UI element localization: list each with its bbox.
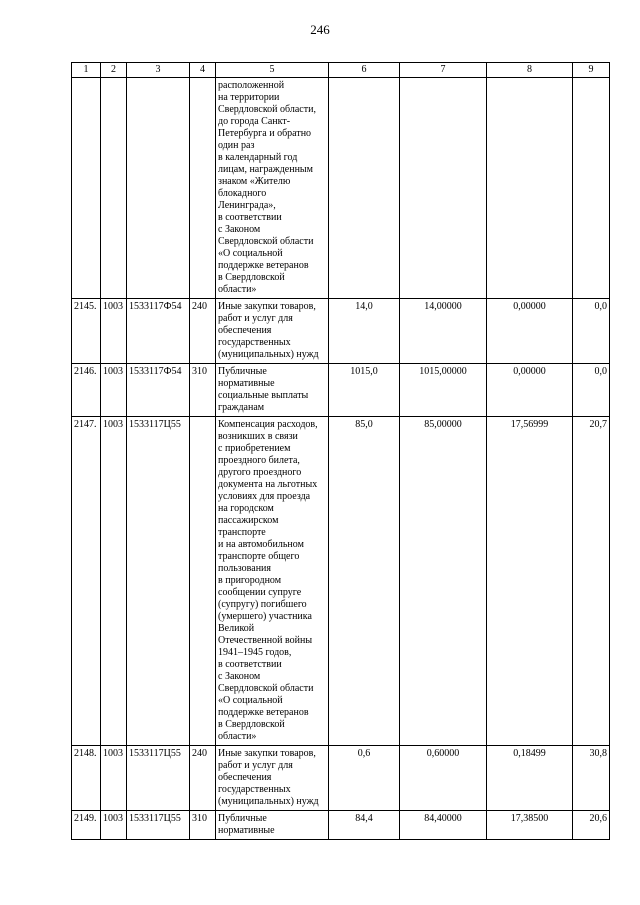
row-number-cell: 2149. bbox=[72, 811, 101, 840]
description-cell: Компенсация расходов, возникших в связи с приобретением проездного билета, другого проездного документа на льготных условиях для проезда на городском пассажирском транспорте и на автомобильном транспорте общего пользования в пригородном сообщении супруге (супругу) погибшего (умершего) участника Великой Отечественной войны 1941–1945 годов, в соответствии с Законом Свердловской области «О социальной поддержке ветеранов в Свердловской области» bbox=[216, 417, 329, 746]
description-cell: Публичные нормативные bbox=[216, 811, 329, 840]
amount-cell: 0,6 bbox=[329, 746, 400, 811]
target-code-cell: 1533117Ц55 bbox=[127, 811, 190, 840]
amount-cell: 1015,0 bbox=[329, 364, 400, 417]
percent-cell: 0,0 bbox=[573, 299, 610, 364]
budget-table bbox=[71, 62, 610, 840]
row-number-cell: 2148. bbox=[72, 746, 101, 811]
section-code-cell: 1003 bbox=[101, 417, 127, 746]
section-code-cell: 1003 bbox=[101, 746, 127, 811]
row-number-cell bbox=[72, 78, 101, 299]
amount-cell: 1015,00000 bbox=[400, 364, 487, 417]
section-code-cell bbox=[101, 78, 127, 299]
percent-cell: 20,6 bbox=[573, 811, 610, 840]
table-row bbox=[72, 364, 610, 417]
amount-cell: 85,0 bbox=[329, 417, 400, 746]
amount-cell: 0,60000 bbox=[400, 746, 487, 811]
column-header: 8 bbox=[487, 63, 573, 78]
amount-cell: 0,00000 bbox=[487, 364, 573, 417]
table-row bbox=[72, 746, 610, 811]
amount-cell bbox=[329, 78, 400, 299]
column-header: 7 bbox=[400, 63, 487, 78]
column-header: 9 bbox=[573, 63, 610, 78]
section-code-cell: 1003 bbox=[101, 364, 127, 417]
table-row bbox=[72, 811, 610, 840]
column-header: 5 bbox=[216, 63, 329, 78]
column-header: 1 bbox=[72, 63, 101, 78]
amount-cell: 17,38500 bbox=[487, 811, 573, 840]
expense-type-cell: 240 bbox=[190, 299, 216, 364]
amount-cell: 0,00000 bbox=[487, 299, 573, 364]
description-cell: расположенной на территории Свердловской области, до города Санкт- Петербурга и обратно один раз в календарный год лицам, награжденным знаком «Жителю блокадного Ленинграда», в соответствии с Законом Свердловской области «О социальной поддержке ветеранов в Свердловской области» bbox=[216, 78, 329, 299]
header-row bbox=[72, 63, 610, 78]
amount-cell: 17,56999 bbox=[487, 417, 573, 746]
expense-type-cell bbox=[190, 417, 216, 746]
column-header: 4 bbox=[190, 63, 216, 78]
amount-cell: 14,00000 bbox=[400, 299, 487, 364]
percent-cell: 20,7 bbox=[573, 417, 610, 746]
column-header: 2 bbox=[101, 63, 127, 78]
table-row bbox=[72, 417, 610, 746]
amount-cell bbox=[487, 78, 573, 299]
table-row bbox=[72, 78, 610, 299]
table-row bbox=[72, 299, 610, 364]
section-code-cell: 1003 bbox=[101, 811, 127, 840]
description-cell: Публичные нормативные социальные выплаты гражданам bbox=[216, 364, 329, 417]
target-code-cell: 1533117Ф54 bbox=[127, 299, 190, 364]
column-header: 3 bbox=[127, 63, 190, 78]
amount-cell: 85,00000 bbox=[400, 417, 487, 746]
amount-cell bbox=[400, 78, 487, 299]
target-code-cell: 1533117Ф54 bbox=[127, 364, 190, 417]
target-code-cell: 1533117Ц55 bbox=[127, 746, 190, 811]
page-number: 246 bbox=[310, 22, 330, 37]
expense-type-cell: 240 bbox=[190, 746, 216, 811]
target-code-cell: 1533117Ц55 bbox=[127, 417, 190, 746]
expense-type-cell bbox=[190, 78, 216, 299]
row-number-cell: 2147. bbox=[72, 417, 101, 746]
description-cell: Иные закупки товаров, работ и услуг для обеспечения государственных (муниципальных) нужд bbox=[216, 299, 329, 364]
description-cell: Иные закупки товаров, работ и услуг для обеспечения государственных (муниципальных) нужд bbox=[216, 746, 329, 811]
amount-cell: 84,40000 bbox=[400, 811, 487, 840]
column-header: 6 bbox=[329, 63, 400, 78]
percent-cell bbox=[573, 78, 610, 299]
amount-cell: 0,18499 bbox=[487, 746, 573, 811]
target-code-cell bbox=[127, 78, 190, 299]
amount-cell: 14,0 bbox=[329, 299, 400, 364]
row-number-cell: 2146. bbox=[72, 364, 101, 417]
percent-cell: 0,0 bbox=[573, 364, 610, 417]
percent-cell: 30,8 bbox=[573, 746, 610, 811]
expense-type-cell: 310 bbox=[190, 364, 216, 417]
expense-type-cell: 310 bbox=[190, 811, 216, 840]
row-number-cell: 2145. bbox=[72, 299, 101, 364]
section-code-cell: 1003 bbox=[101, 299, 127, 364]
amount-cell: 84,4 bbox=[329, 811, 400, 840]
